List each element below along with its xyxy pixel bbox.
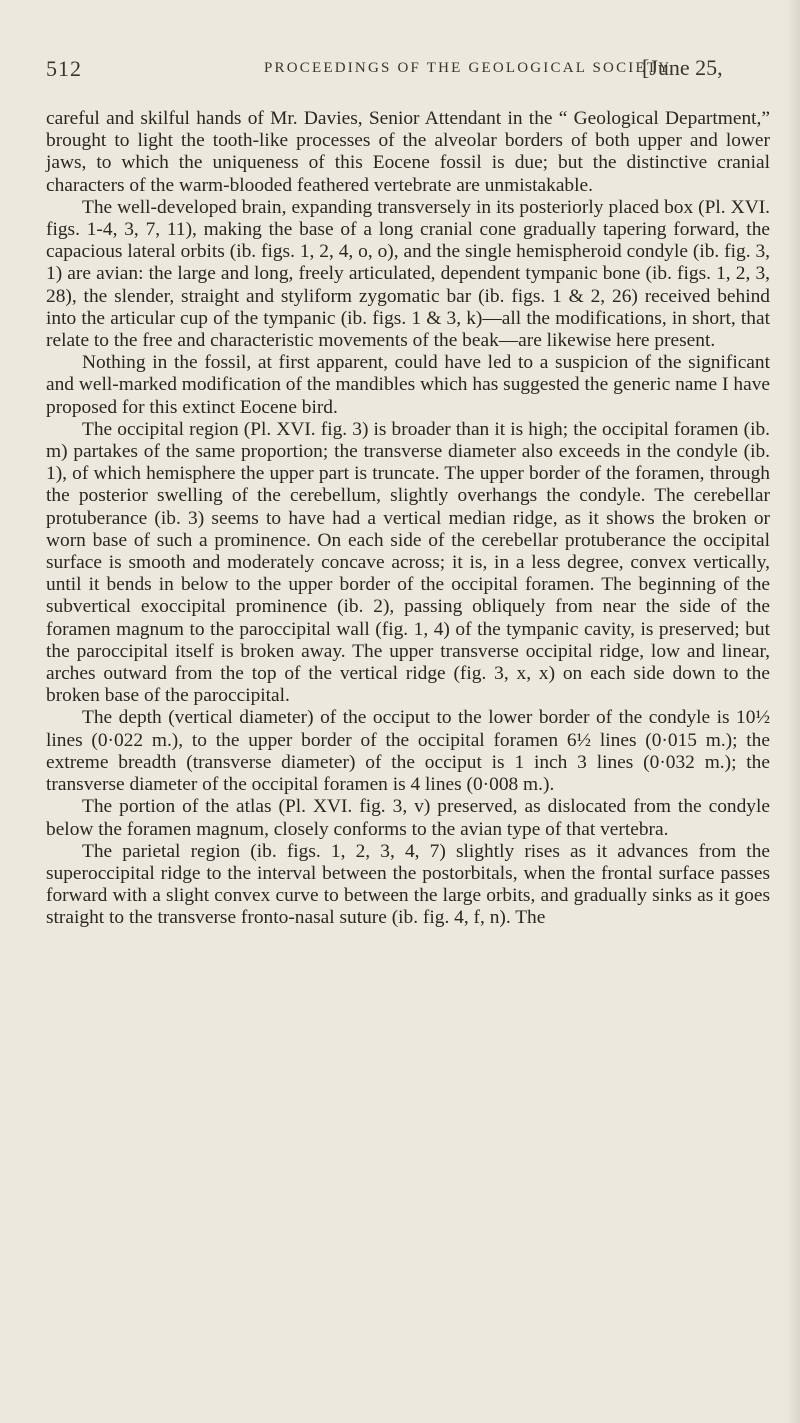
- journal-title: PROCEEDINGS OF THE GEOLOGICAL SOCIETY.: [264, 60, 676, 76]
- paragraph-brain-and-orbits: The well-developed brain, expanding transversely in its posteriorly placed box (Pl. XVI. figs. 1-4, 3, 7, 11), making the base of a long cranial cone gradually tapering forward, the capacious lateral orbits (ib. figs. 1, 2, 4, o, o), and the single hemispheroid condyle (ib. fig. 3, 1) are avian: the large and long, freely articulated, dependent tympanic bone (ib. figs. 1, 2, 3, 28), the slender, straight and styliform zygomatic bar (ib. figs. 1 & 2, 26) received behind into the articular cup of the tympanic (ib. figs. 1 & 3, k)—all the modifications, in short, that relate to the free and characteristic movements of the beak—are likewise here present.: [46, 196, 770, 352]
- paragraph-atlas: The portion of the atlas (Pl. XVI. fig. 3, v) preserved, as dislocated from the condyle below the foramen magnum, closely conforms to the avian type of that vertebra.: [46, 796, 770, 840]
- paragraph-generic-name: Nothing in the fossil, at first apparent, could have led to a suspicion of the significant and well-marked modification of the mandibles which has suggested the generic name I have proposed for this extinct Eocene bird.: [46, 352, 770, 418]
- running-head: [46, 38, 770, 81]
- paragraph-parietal-region: The parietal region (ib. figs. 1, 2, 3, 4, 7) slightly rises as it advances from the superoccipital ridge to the interval between the postorbitals, when the frontal surface passes forward with a slight convex curve to between the large orbits, and gradually sinks as it goes straight to the transverse fronto-nasal suture (ib. fig. 4, f, n). The: [46, 840, 770, 929]
- article-body: [46, 108, 770, 930]
- paragraph-occipital-region: The occipital region (Pl. XVI. fig. 3) is broader than it is high; the occipital foramen (ib. m) partakes of the same proportion; the transverse diameter also exceeds in the condyle (ib. 1), of which hemisphere the upper part is truncate. The upper border of the foramen, through the posterior swelling of the cerebellum, slightly overhangs the condyle. The cerebellar protuberance (ib. 3) seems to have had a vertical median ridge, as it shows the broken or worn base of such a prominence. On each side of the cerebellar protuberance the occipital surface is smooth and moderately concave across; it is, in a less degree, convex vertically, until it bends in below to the upper border of the occipital foramen. The beginning of the subvertical exoccipital prominence (ib. 2), passing obliquely from near the side of the foramen magnum to the paroccipital wall (fig. 1, 4) of the tympanic cavity, is preserved; but the paroccipital itself is broken away. The upper transverse occipital ridge, low and linear, arches outward from the top of the vertical ridge (fig. 3, x, x) on each side down to the broken base of the paroccipital.: [46, 418, 770, 707]
- paragraph-occiput-measurements: The depth (vertical diameter) of the occiput to the lower border of the condyle is 10½ lines (0·022 m.), to the upper border of the occipital foramen 6½ lines (0·015 m.); the extreme breadth (transverse diameter) of the occiput is 1 inch 3 lines (0·032 m.); the transverse diameter of the occipital foramen is 4 lines (0·008 m.).: [46, 707, 770, 796]
- issue-date: [June 25,: [642, 55, 723, 80]
- paragraph-continued: careful and skilful hands of Mr. Davies, Senior Attendant in the “ Geological Department,” brought to light the tooth-like processes of the alveolar borders of both upper and lower jaws, to which the uniqueness of this Eocene fossil is due; but the distinctive cranial characters of the warm-blooded feathered vertebrate are unmistakable.: [46, 108, 770, 196]
- page-number: 512: [46, 56, 82, 81]
- page-edge-shadow: [786, 0, 800, 1423]
